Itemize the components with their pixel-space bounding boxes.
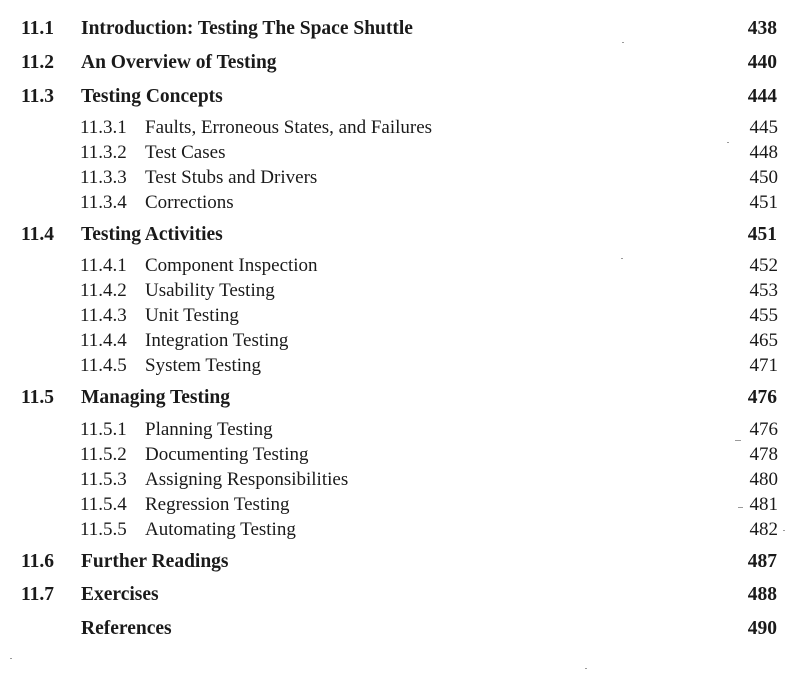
toc-entry-number: 11.5.2: [80, 444, 127, 465]
toc-entry-number: 11.5.1: [80, 419, 127, 440]
toc-entry-number: 11.4.5: [80, 355, 127, 376]
toc-entry-title: Further Readings: [81, 551, 229, 572]
scan-speck: [735, 440, 741, 441]
toc-entry-title: Usability Testing: [145, 280, 275, 301]
toc-entry-title: Introduction: Testing The Space Shuttle: [81, 18, 413, 39]
toc-entry-number: 11.3.2: [80, 142, 127, 163]
toc-entry-number: 11.2: [21, 52, 55, 73]
toc-entry-title: Documenting Testing: [145, 444, 309, 465]
scan-speck: [738, 507, 743, 508]
toc-entry-page: 487: [747, 551, 777, 572]
scan-speck: [622, 42, 624, 43]
toc-entry-page: 465: [749, 330, 778, 351]
toc-entry-title: Test Cases: [145, 142, 226, 163]
toc-entry-page: 448: [749, 142, 778, 163]
toc-entry-number: 11.4.2: [80, 280, 127, 301]
toc-entry-title: Exercises: [81, 584, 159, 605]
toc-entry-page: 451: [749, 192, 778, 213]
toc-entry-title: Assigning Responsibilities: [145, 469, 349, 490]
toc-entry-title: System Testing: [145, 355, 262, 376]
toc-entry-page: 480: [749, 469, 778, 490]
toc-entry-page: 451: [747, 224, 777, 245]
toc-entry-page: 444: [747, 86, 777, 107]
toc-entry-title: Corrections: [145, 192, 234, 213]
toc-entry-page: 452: [749, 255, 778, 276]
toc-entry-number: 11.3: [21, 86, 55, 107]
toc-entry-page: 453: [749, 280, 778, 301]
toc-entry-title: Test Stubs and Drivers: [145, 167, 318, 188]
toc-entry-number: 11.6: [21, 551, 55, 572]
toc-entry-page: 478: [749, 444, 778, 465]
scan-speck: [727, 142, 729, 143]
toc-entry-number: 11.5.5: [80, 519, 127, 540]
toc-entry-page: 440: [747, 52, 777, 73]
toc-entry-page: 476: [749, 419, 778, 440]
scan-speck: [621, 258, 623, 259]
toc-entry-title: References: [81, 618, 172, 639]
toc-entry-page: 476: [747, 387, 777, 408]
toc-entry-number: 11.1: [21, 18, 55, 39]
toc-entry-title: Regression Testing: [145, 494, 290, 515]
toc-entry-number: 11.4.4: [80, 330, 127, 351]
toc-entry-title: Integration Testing: [145, 330, 289, 351]
toc-entry-title: Unit Testing: [145, 305, 239, 326]
toc-entry-number: 11.7: [21, 584, 55, 605]
toc-entry-title: Faults, Erroneous States, and Failures: [145, 117, 433, 138]
scan-speck: [585, 668, 587, 669]
toc-entry-title: Automating Testing: [145, 519, 296, 540]
toc-entry-number: 11.3.1: [80, 117, 127, 138]
toc-entry-number: 11.3.3: [80, 167, 127, 188]
toc-entry-page: 450: [749, 167, 778, 188]
toc-entry-title: Testing Concepts: [81, 86, 223, 107]
scan-speck: [783, 530, 785, 531]
toc-entry-number: 11.4.1: [80, 255, 127, 276]
toc-entry-page: 455: [749, 305, 778, 326]
toc-entry-page: 482: [749, 519, 778, 540]
toc-entry-page: 488: [747, 584, 777, 605]
toc-entry-title: Managing Testing: [81, 387, 231, 408]
scan-speck: [10, 658, 12, 659]
toc-entry-page: 490: [747, 618, 777, 639]
toc-entry-title: An Overview of Testing: [81, 52, 277, 73]
toc-entry-page: 471: [749, 355, 778, 376]
toc-entry-number: 11.4.3: [80, 305, 127, 326]
toc-entry-number: 11.3.4: [80, 192, 127, 213]
toc-entry-title: Testing Activities: [81, 224, 223, 245]
toc-entry-page: 445: [749, 117, 778, 138]
toc-entry-title: Component Inspection: [145, 255, 318, 276]
toc-entry-page: 438: [747, 18, 777, 39]
toc-entry-number: 11.5.3: [80, 469, 127, 490]
toc-entry-title: Planning Testing: [145, 419, 273, 440]
toc-entry-number: 11.5.4: [80, 494, 127, 515]
toc-entry-page: 481: [749, 494, 778, 515]
toc-entry-number: 11.4: [21, 224, 55, 245]
toc-entry-number: 11.5: [21, 387, 55, 408]
